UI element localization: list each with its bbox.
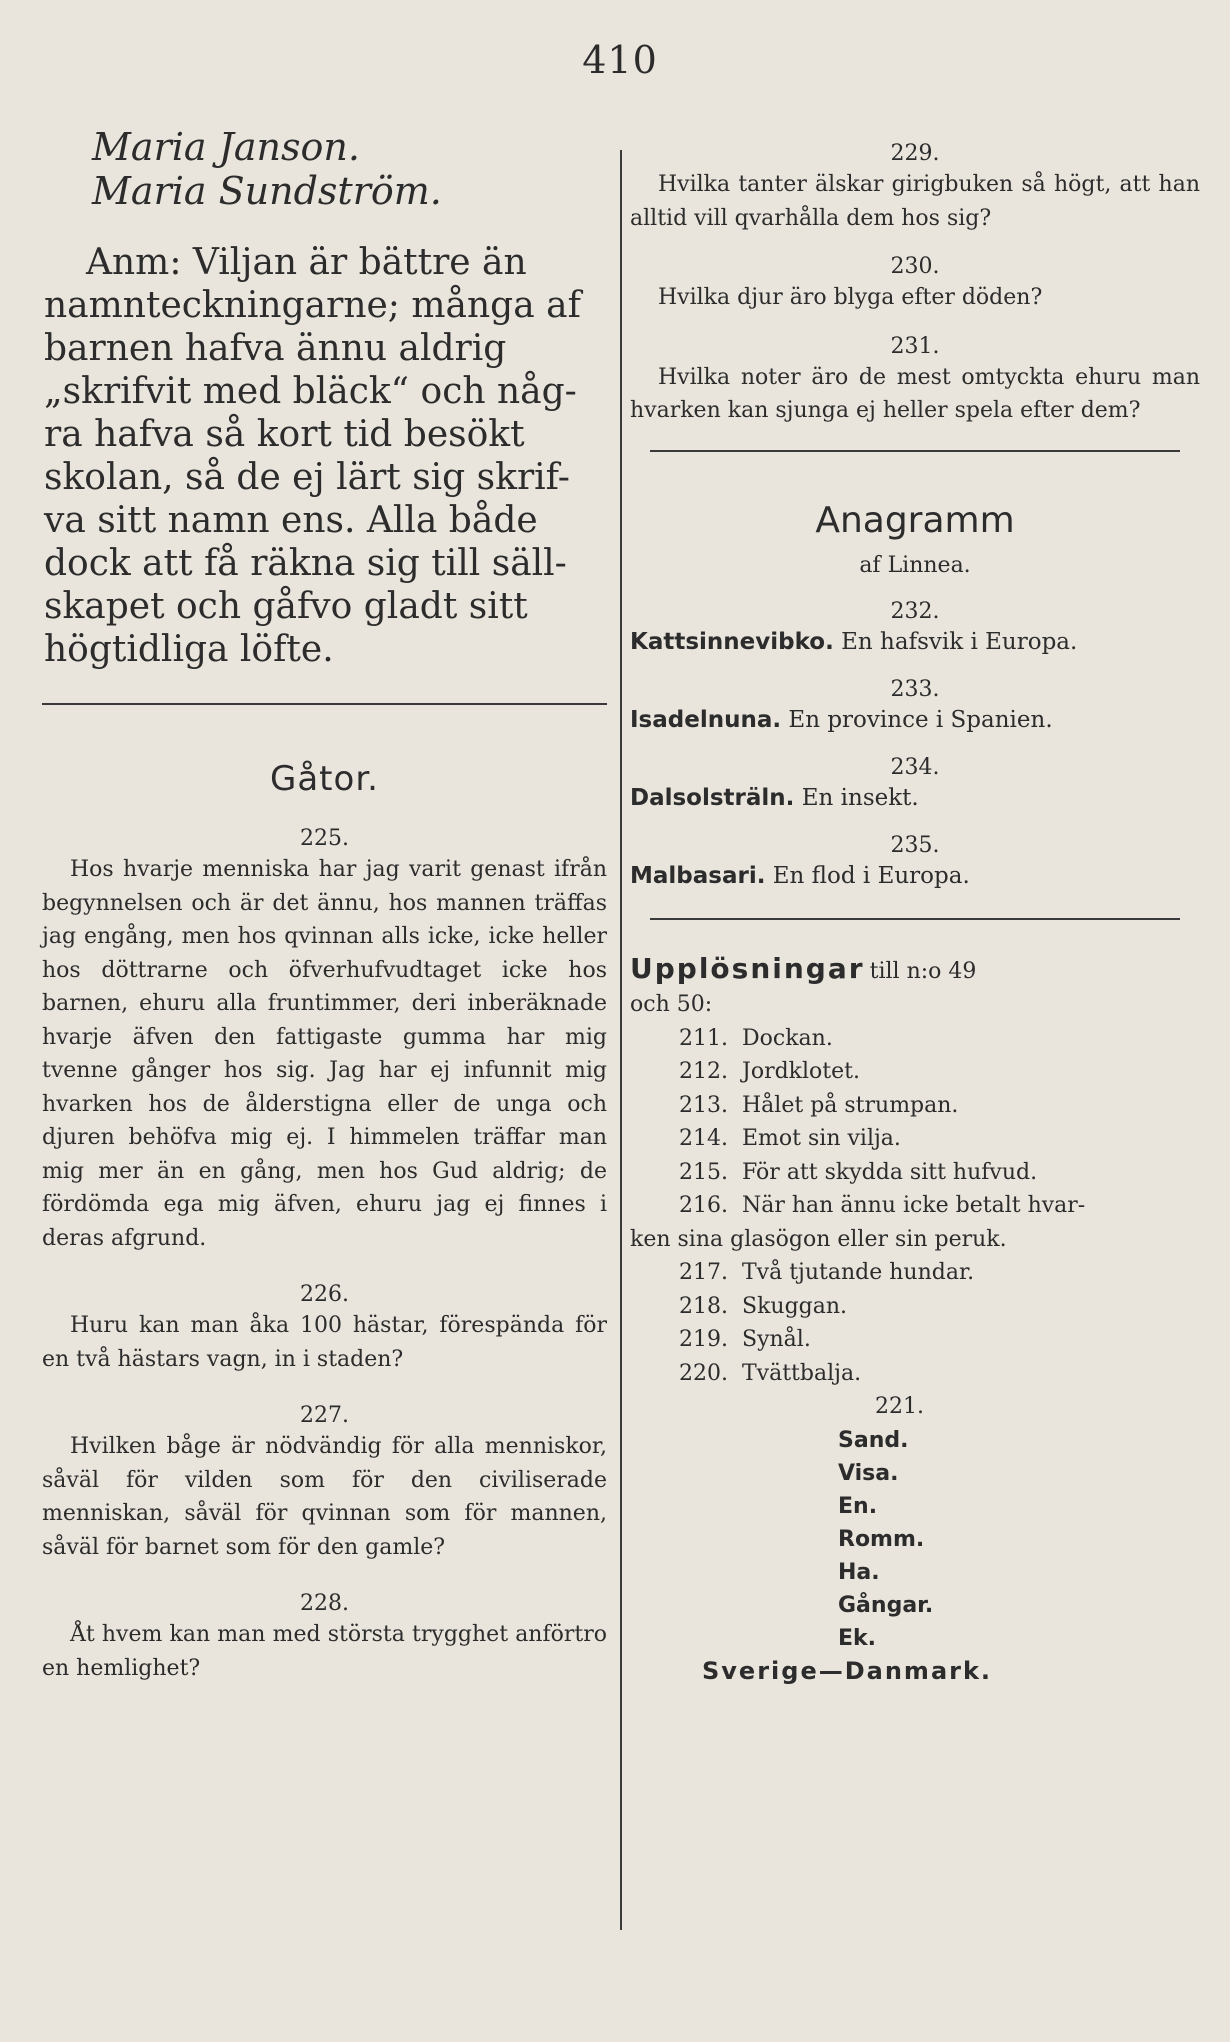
answer-item: 213. Hålet på strumpan.: [679, 1092, 959, 1118]
answer-number-221: 221.: [875, 1394, 924, 1419]
answer-word: Sand.: [838, 1427, 909, 1453]
signature-2: Maria Sundström.: [92, 169, 442, 213]
anagram-number: 235.: [890, 832, 940, 858]
answer-item: 211. Dockan.: [679, 1025, 833, 1051]
anagram-clue: En flod i Europa.: [772, 862, 970, 889]
riddle-text: Hvilka djur äro blyga efter döden?: [658, 285, 1043, 310]
answer-item: 220. Tvättbalja.: [679, 1360, 862, 1386]
page-number: 410: [582, 38, 658, 82]
answer-word: En.: [838, 1493, 878, 1519]
column-divider: [620, 150, 622, 1930]
solutions-range: till n:o 49: [869, 958, 977, 984]
answer-word: Ek.: [838, 1625, 877, 1651]
signature-1: Maria Janson.: [92, 125, 360, 169]
note-line: Anm: Viljan är bättre än: [86, 242, 527, 283]
solutions-title: Upplösningar: [630, 951, 865, 985]
anagram-item: [630, 860, 1200, 892]
note-line: skapet och gåfvo gladt sitt: [44, 586, 528, 627]
answer-221-words: [838, 1424, 1200, 1655]
answer-item: 217. Två tjutande hundar.: [679, 1260, 975, 1285]
riddle-text: Huru kan man åka 100 hästar, förespända för en två hästars vagn, in i staden?: [42, 1313, 607, 1372]
answer-item: 216. När han ännu icke betalt hvar-: [679, 1193, 1086, 1218]
left-column: [42, 125, 607, 1685]
note-line: namnteckningarne; många af: [44, 285, 581, 326]
riddle-number: 228.: [300, 1591, 349, 1616]
answer-item: 218. Skuggan.: [679, 1293, 848, 1319]
answer-word: Romm.: [838, 1526, 925, 1552]
anagram-word: Dalsolsträln.: [630, 784, 795, 811]
anagram-word: Kattsinnevibko.: [630, 628, 834, 655]
answer-item: 214. Emot sin vilja.: [679, 1126, 901, 1151]
anagram-number: 232.: [890, 598, 940, 624]
solutions-range-cont: och 50:: [630, 992, 713, 1017]
anagram-item: [630, 704, 1200, 736]
anagram-author: af Linnea.: [859, 552, 971, 578]
note-line: dock att få räkna sig till säll-: [44, 543, 567, 584]
riddle-number: 227.: [300, 1403, 349, 1428]
riddle-text: Hvilken båge är nödvändig för alla menniskor, såväl för vilden som för den civiliserade menniskan, såväl för qvinnan som för mannen, såväl för barnet som för den gamle?: [42, 1434, 607, 1560]
riddle-number: 231.: [890, 333, 940, 359]
answer-word: Ha.: [838, 1559, 880, 1585]
note-line: skolan, så de ej lärt sig skrif-: [44, 457, 570, 498]
riddle-number: 225.: [300, 826, 349, 851]
right-column: [630, 140, 1200, 1685]
riddle-number: 226.: [300, 1282, 349, 1307]
anagram-word: Malbasari.: [630, 862, 766, 889]
anagram-number: 233.: [890, 676, 940, 702]
answer-item: 219. Synål.: [679, 1327, 811, 1352]
answer-item: 215. För att skydda sitt hufvud.: [679, 1159, 1038, 1185]
riddle-number: 229.: [890, 141, 940, 166]
note-line: „skrifvit med bläck“ och någ-: [44, 371, 577, 412]
anagram-word: Isadelnuna.: [630, 706, 782, 733]
note-line: högtidliga löfte.: [44, 629, 334, 670]
anagram-heading: Anagramm: [815, 499, 1015, 541]
section-divider: [650, 918, 1180, 920]
answer-word: Visa.: [838, 1460, 899, 1486]
note-line: va sitt namn ens. Alla både: [44, 500, 538, 541]
answer-item-continuation: ken sina glasögon eller sin peruk.: [630, 1226, 1007, 1252]
riddles-heading: Gåtor.: [270, 759, 379, 799]
riddle-text: Hos hvarje menniska har jag varit genast ifrån begynnelsen och är det ännu, hos mannen träffas jag engång, men hos qvinnan alls icke, icke heller hos döttrarne och öfverhufvudtaget icke hos barnen, ehuru alla fruntimmer, deri inberäknade hvarje äfven den fattigaste gumma har mig tvenne gånger hos sig. Jag har ej infunnit mig hvarken hos de ålderstigna eller de unga och djuren behöfva mig ej. I himmelen träffar man mig mer än en gång, men hos Gud aldrig; de fördömda ega mig äfven, ehuru jag ej finnes i deras afgrund.: [42, 857, 607, 1251]
answer-item: 212. Jordklotet.: [679, 1059, 860, 1084]
anagram-clue: En province i Spanien.: [788, 706, 1053, 733]
anagram-item: [630, 626, 1200, 658]
riddle-number: 230.: [890, 254, 940, 279]
answer-221-result: Sverige—Danmark.: [702, 1656, 993, 1685]
note-line: ra hafva så kort tid besökt: [44, 414, 525, 455]
anagram-number: 234.: [890, 754, 940, 780]
solutions-header: [630, 952, 1200, 989]
section-divider: [42, 703, 607, 705]
section-divider: [650, 450, 1180, 452]
note-line: barnen hafva ännu aldrig: [44, 328, 507, 369]
riddle-text: Hvilka tanter älskar girigbuken så högt, att han alltid vill qvarhålla dem hos sig?: [630, 172, 1200, 231]
anagram-clue: En hafsvik i Europa.: [841, 628, 1078, 655]
answer-word: Gångar.: [838, 1592, 934, 1618]
riddle-text: Hvilka noter äro de mest omtyckta ehuru man hvarken kan sjunga ej heller spela efter dem?: [630, 364, 1200, 423]
riddle-text: Åt hvem kan man med största trygghet anförtro en hemlighet?: [42, 1622, 607, 1681]
anagram-item: [630, 782, 1200, 814]
note-paragraph: [44, 241, 607, 671]
anagram-clue: En insekt.: [801, 784, 919, 811]
